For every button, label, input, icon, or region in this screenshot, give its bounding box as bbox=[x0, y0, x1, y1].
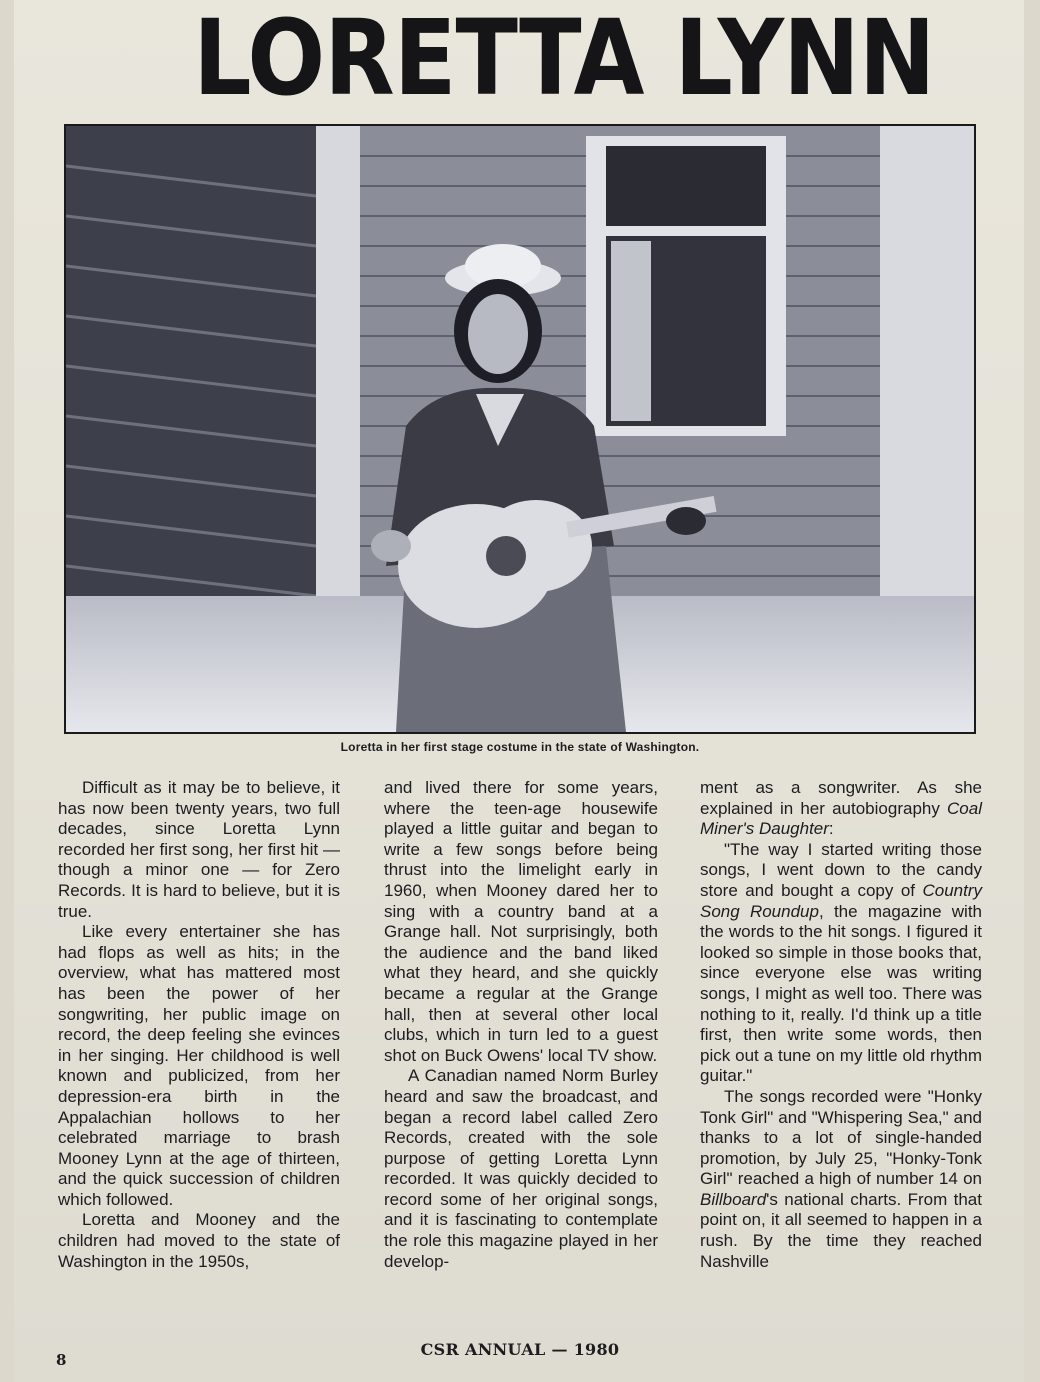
paragraph: Loretta and Mooney and the children had moved to the state of Washington in the 1950s, bbox=[58, 1210, 340, 1271]
article-column-2 bbox=[384, 778, 658, 1272]
paragraph: and lived there for some years, where the teen-age housewife played a little guitar and began to write a few songs before being thrust into the limelight early in 1960, when Mooney dared her to sing with a country band at a Grange hall. Not surprisingly, both the audience and the band liked what they heard, and she quickly became a regular at the Grange hall, then at several other local clubs, which in turn led to a guest shot on Buck Owens' local TV show. bbox=[384, 778, 658, 1065]
magazine-title: Country Song Roundup bbox=[700, 880, 982, 921]
book-title: Coal Miner's Daughter bbox=[700, 798, 982, 839]
text-run: "The way I started writing those songs, I went down to the candy store and bought a copy of bbox=[700, 839, 982, 900]
article-column-3 bbox=[700, 778, 982, 1272]
quote-paragraph bbox=[700, 840, 982, 1087]
paragraph bbox=[700, 778, 982, 840]
text-run: ment as a songwriter. As she explained in her autobiography bbox=[700, 778, 982, 818]
paragraph: Like every entertainer she has had flops as well as hits; in the overview, what has mattered most has been the power of her songwriting, her public image on record, the deep feeling she evinces in her singing. Her childhood is well known and publicized, from her depression-era birth in the Appalachian hollows to her celebrated marriage to brash Mooney Lynn at the age of thirteen, and the quick succession of children which followed. bbox=[58, 922, 340, 1209]
article-column-1 bbox=[58, 778, 340, 1272]
article-photo bbox=[64, 124, 976, 734]
article-title: LORETTA LYNN bbox=[193, 0, 935, 119]
photo-caption: Loretta in her first stage costume in the state of Washington. bbox=[340, 740, 700, 754]
page-number: 8 bbox=[56, 1351, 67, 1369]
text-run: : bbox=[828, 819, 834, 839]
paragraph bbox=[700, 1087, 982, 1272]
paragraph: Difficult as it may be to believe, it has now been twenty years, two full decades, since Loretta Lynn recorded her first song, her first hit — though a minor one — for Zero Records. It is hard to believe, but it is true. bbox=[58, 778, 340, 921]
text-run: , the magazine with the words to the hit songs. I figured it looked so simple in those books that, since everyone else was writing songs, I might as well too. There was nothing to it, really. I'd think up a title first, then write some words, then pick out a tune on my little old rhythm guitar." bbox=[700, 901, 983, 1086]
text-run: 's national charts. From that point on, it all seemed to happen in a rush. By the time they reached Nashville bbox=[700, 1189, 982, 1271]
publication-footer: CSR ANNUAL — 1980 bbox=[420, 1340, 620, 1359]
paragraph: A Canadian named Norm Burley heard and saw the broadcast, and began a record label called Zero Records, created with the sole purpose of getting Loretta Lynn recorded. It was quickly decided to record some of her original songs, and it is fascinating to contemplate the role this magazine played in her develop- bbox=[384, 1066, 658, 1271]
chart-publication: Billboard bbox=[700, 1189, 767, 1209]
text-run: The songs recorded were "Honky Tonk Girl" and "Whispering Sea," and thanks to a lot of single-handed promotion, by July 25, "Honky-Tonk Girl" reached a high of number 14 on bbox=[700, 1086, 982, 1189]
photo-illustration bbox=[66, 126, 974, 732]
